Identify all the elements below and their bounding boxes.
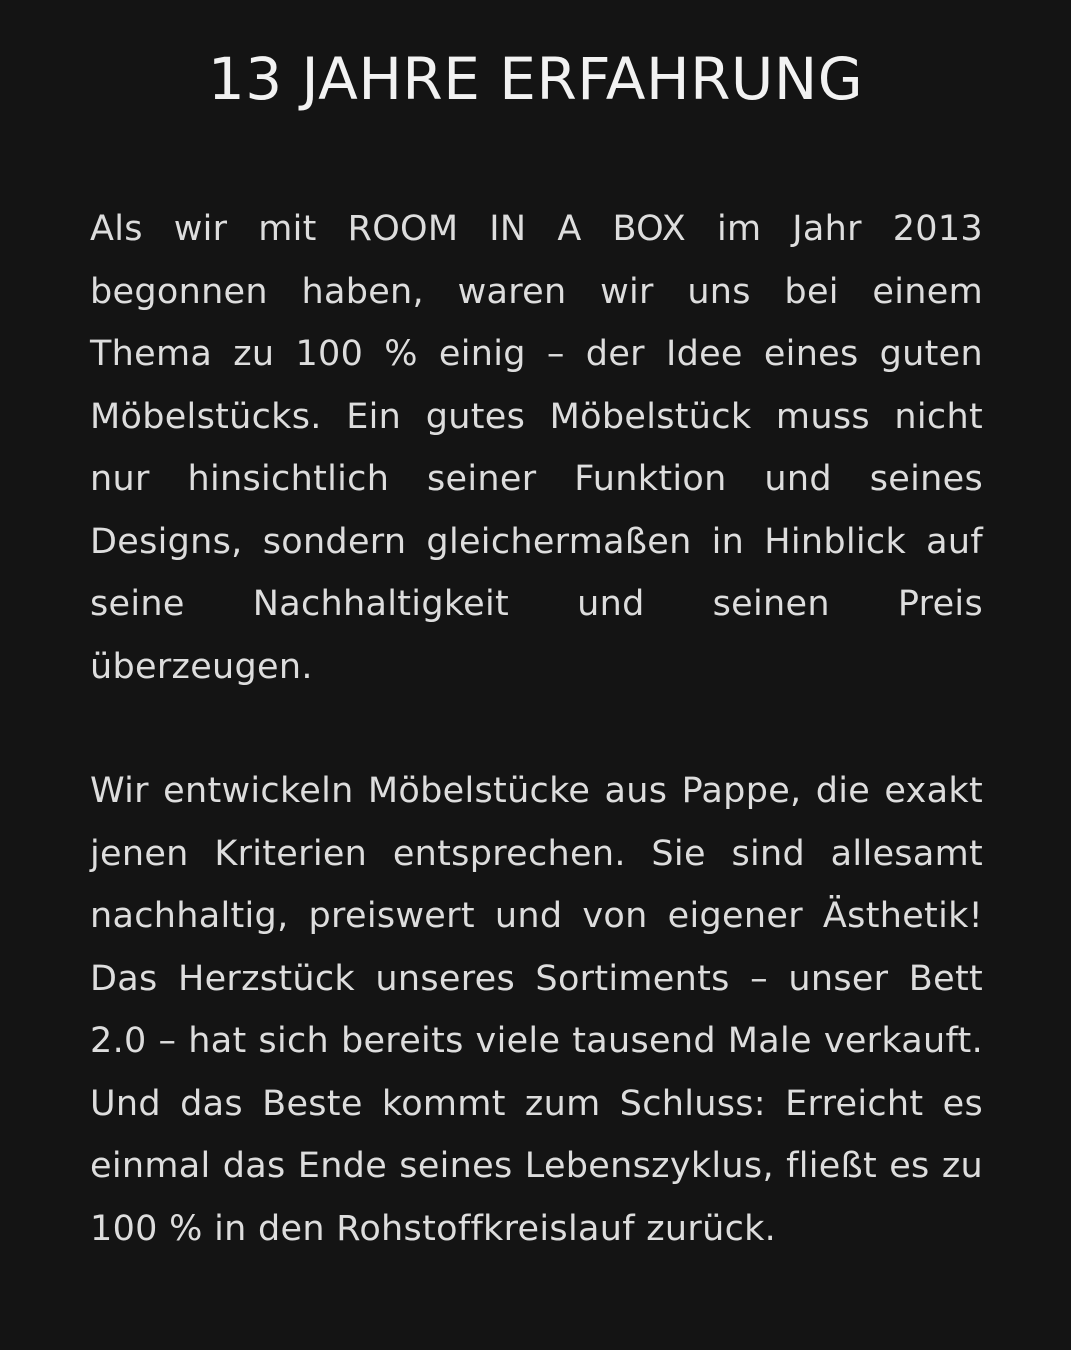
product-paragraph: Wir entwickeln Möbelstücke aus Pappe, die exakt jenen Kriterien entsprechen. Sie sind allesamt nachhaltig, preiswert und von eigener Ästhetik! Das Herzstück unseres Sortiments – unser Bett 2.0 – hat sich bereits viele tausend Male verkauft. Und das Beste kommt zum Schluss: Erreicht es einmal das Ende seines Lebenszyklus, fließt es zu 100 % in den Rohstoffkreislauf zurück. bbox=[90, 771, 983, 1249]
intro-paragraph: Als wir mit ROOM IN A BOX im Jahr 2013 begonnen haben, waren wir uns bei einem Thema zu 100 % einig – der Idee eines guten Möbelstücks. Ein gutes Möbelstück muss nicht nur hinsichtlich seiner Funktion und seines Designs, sondern gleichermaßen in Hinblick auf seine Nachhaltigkeit und seinen Preis überzeugen. bbox=[90, 209, 983, 687]
section-title: 13 JAHRE ERFAHRUNG bbox=[207, 45, 864, 113]
